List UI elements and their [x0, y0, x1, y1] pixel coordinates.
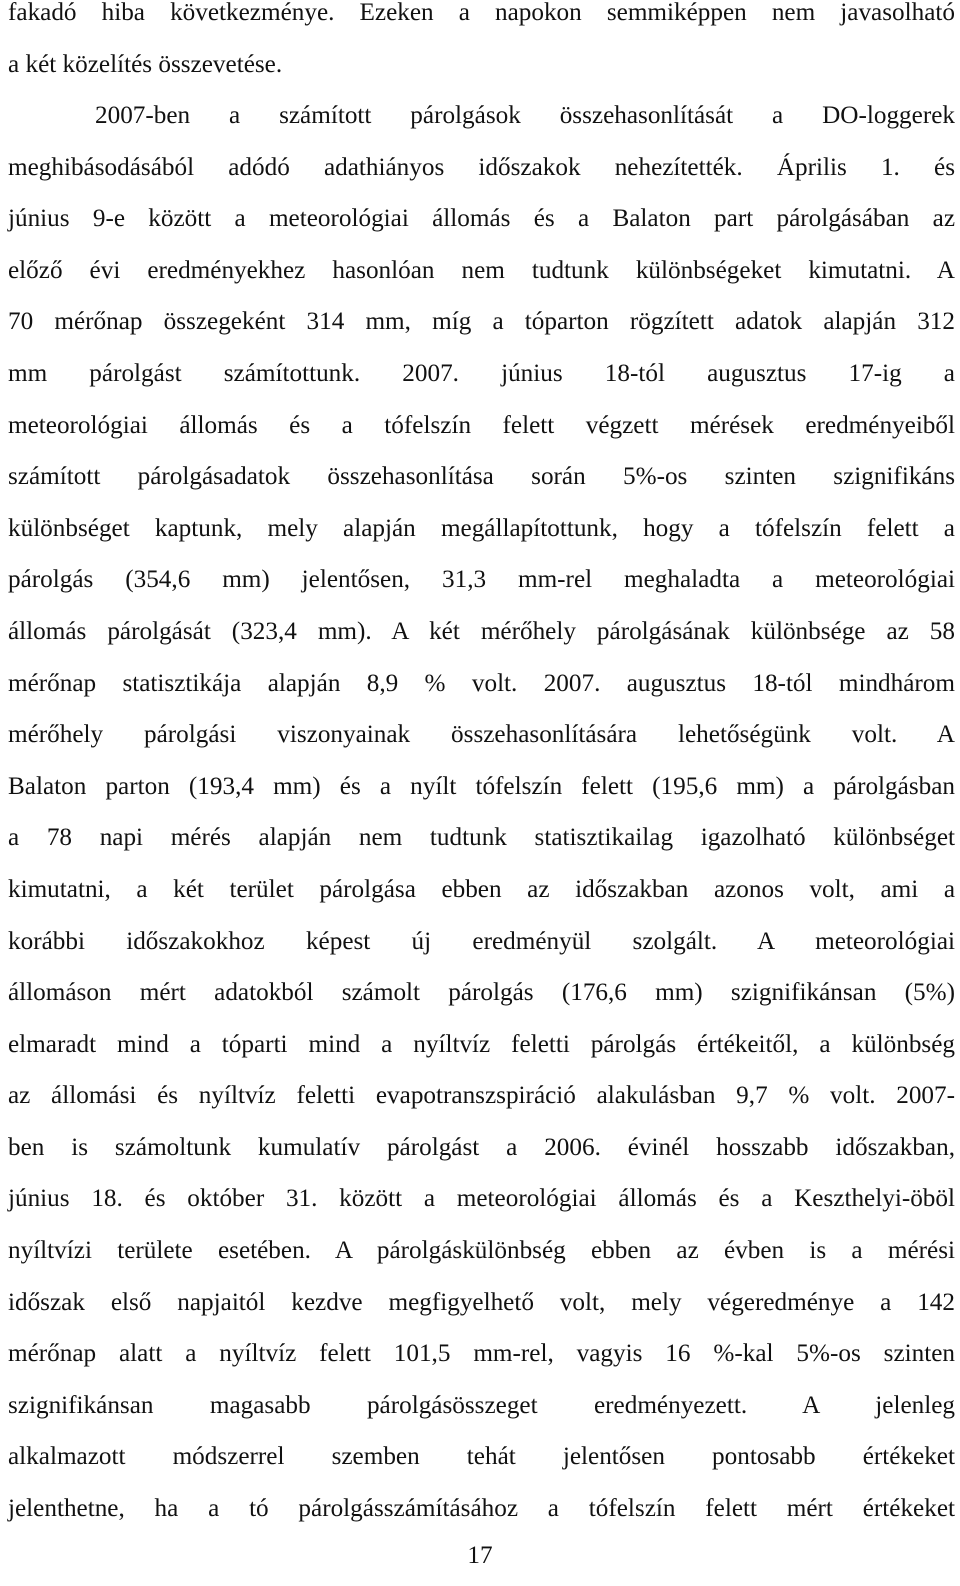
text-line: jelenthetne, ha a tó párolgásszámításához a tófelszín felett mért értékeket — [8, 1495, 955, 1523]
text-line: mérőhely párolgási viszonyainak összehasonlítására lehetőségünk volt. A — [8, 721, 955, 749]
text-line: előző évi eredményekhez hasonlóan nem tudtunk különbségeket kimutatni. A — [8, 256, 955, 284]
text-line: alkalmazott módszerrel szemben tehát jelentősen pontosabb értékeket — [8, 1443, 955, 1471]
text-line: ben is számoltunk kumulatív párolgást a 2006. évinél hosszabb időszakban, — [8, 1133, 955, 1161]
page-number: 17 — [467, 1542, 493, 1569]
text-line: elmaradt mind a tóparti mind a nyíltvíz feletti párolgás értékeitől, a különbség — [8, 1030, 955, 1058]
text-line: meghibásodásából adódó adathiányos időszakok nehezítették. Április 1. és — [8, 153, 955, 181]
text-line: június 9-e között a meteorológiai állomás és a Balaton part párolgásában az — [8, 205, 955, 233]
text-line: különbséget kaptunk, mely alapján megállapítottunk, hogy a tófelszín felett a — [8, 514, 955, 542]
text-line: meteorológiai állomás és a tófelszín felett végzett mérések eredményeiből — [8, 411, 955, 439]
text-line: 70 mérőnap összegeként 314 mm, míg a tóparton rögzített adatok alapján 312 — [8, 308, 955, 336]
text-line: állomáson mért adatokból számolt párolgás (176,6 mm) szignifikánsan (5%) — [8, 979, 955, 1007]
text-line: korábbi időszakokhoz képest új eredményül szolgált. A meteorológiai — [8, 927, 955, 955]
text-line: mérőnap alatt a nyíltvíz felett 101,5 mm-rel, vagyis 16 %-kal 5%-os szinten — [8, 1340, 955, 1368]
text-line: 2007-ben a számított párolgások összehasonlítását a DO-loggerek — [95, 102, 955, 129]
text-line: mm párolgást számítottunk. 2007. június 18-tól augusztus 17-ig a — [8, 359, 955, 387]
text-line: a 78 napi mérés alapján nem tudtunk statisztikailag igazolható különbséget — [8, 824, 955, 852]
text-line: számított párolgásadatok összehasonlítása során 5%-os szinten szignifikáns — [8, 463, 955, 491]
text-line: párolgás (354,6 mm) jelentősen, 31,3 mm-rel meghaladta a meteorológiai — [8, 566, 955, 594]
text-line: kimutatni, a két terület párolgása ebben az időszakban azonos volt, ami a — [8, 875, 955, 903]
text-line: nyíltvízi területe esetében. A párolgáskülönbség ebben az évben is a mérési — [8, 1237, 955, 1265]
text-line: a két közelítés összevetése. — [8, 50, 283, 78]
paragraph-evaporation-comparison — [8, 90, 955, 1586]
text-line: állomás párolgását (323,4 mm). A két mérőhely párolgásának különbsége az 58 — [8, 617, 955, 645]
text-line: június 18. és október 31. között a meteorológiai állomás és a Keszthelyi-öböl — [8, 1185, 955, 1213]
text-line: Balaton parton (193,4 mm) és a nyílt tófelszín felett (195,6 mm) a párolgásban — [8, 772, 955, 800]
paragraph-continuation — [8, 0, 955, 90]
text-line: időszak első napjaitól kezdve megfigyelhető volt, mely végeredménye a 142 — [8, 1288, 955, 1316]
text-line: fakadó hiba következménye. Ezeken a napokon semmiképpen nem javasolható — [8, 0, 955, 26]
text-line: az állomási és nyíltvíz feletti evapotranszspiráció alakulásban 9,7 % volt. 2007- — [8, 1082, 955, 1110]
text-line: szignifikánsan magasabb párolgásösszeget eredményezett. A jelenleg — [8, 1391, 955, 1419]
text-line: mérőnap statisztikája alapján 8,9 % volt. 2007. augusztus 18-tól mindhárom — [8, 669, 955, 697]
